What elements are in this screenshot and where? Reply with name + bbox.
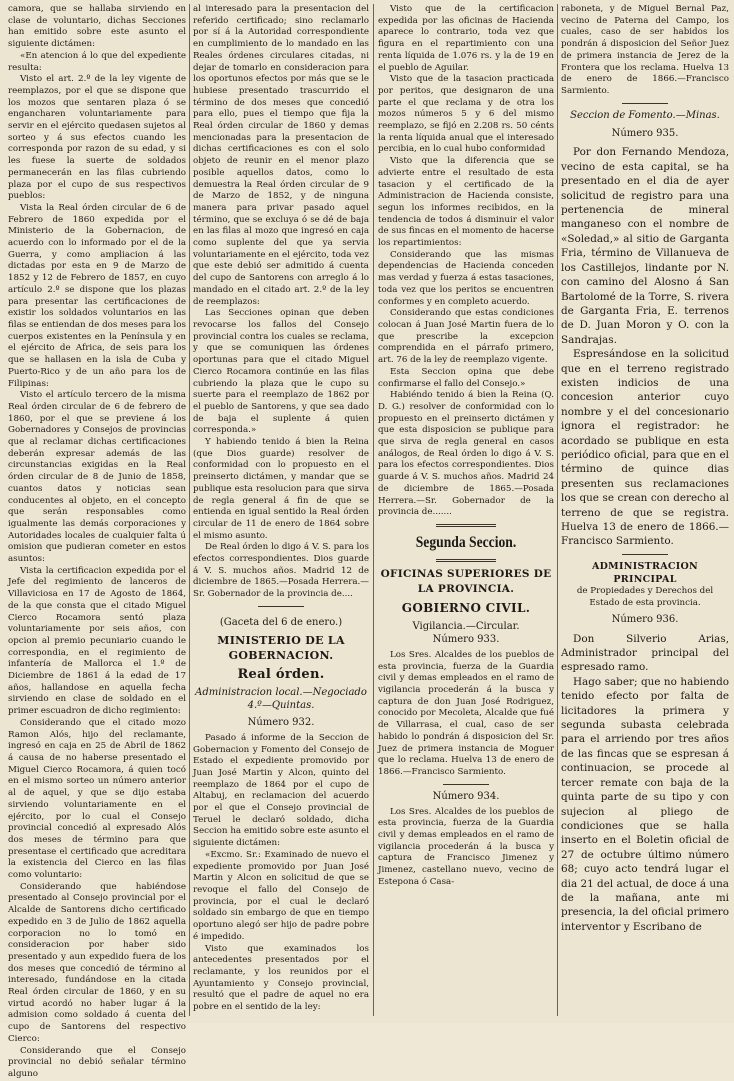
paragraph: Don Silverio Arias, Administrador principal del espresado ramo. xyxy=(561,632,729,674)
paragraph: Espresándose en la solicitud que en el terreno registrado existen indicios de una concesion anterior cuyo nombre y el del concesionario ignora el registrador: he acordado se publique en esta periódico oficial, para que en el término de quince dias presenten sus reclamaciones los que se crean con derecho al terreno de que se registra. Huelva 13 de enero de 1866.—Francisco Sarmiento. xyxy=(561,348,729,548)
paragraph: Vista la certificacion expedida por el Jefe del regimiento de lanceros de Villaviciosa en 17 de Agosto de 1864, de la que consta que el citado Miguel Cierco Rocamora sentó plaza voluntariamente por seis años, con opcion al premio pecuniario cuando le correspondia, en el regimiento de infantería de Mallorca el 1.º de Diciembre de 1861 á la edad de 17 años, hallandose en aquella fecha sirviendo en clase de soldado en el primer escuadron de dicho regimiento: xyxy=(8,565,186,717)
paragraph: Considerando que habiéndose presentado al Consejo provincial por el Alcalde de Santorens dicho certificado expedido en 3 de Julio de 1862 aquella corporacion no lo tomó en consideracion por haber sido presentado y aun expedido fuera de los dos meses que concedió de término al interesado, fundándose en la citada Real órden circular de 1860, y en su virtud acordó no haber lugar á la admision como soldado á cuenta del cupo de Santorens del respectivo Cierco: xyxy=(8,881,186,1044)
paragraph: Visto el artículo tercero de la misma Real órden circular de 6 de febrero de 1860, por el que se previene á los Gobernadores y Consejos de provincias que al reclamar dichas certificaciones deberán expresar además de las circunstancias exigidas en la Real órden circular de 8 de Junio de 1858, cuantos datos y noticias sean conducentes al objeto, en el concepto que serán responsables como igualmente las demás corporaciones y Autoridades locales de cualquier falta ú omision que pudieran cometer en estos asuntos: xyxy=(8,390,186,565)
paragraph: Considerando que el Consejo provincial no debió señalar término alguno xyxy=(8,1045,186,1079)
paragraph: Visto que la diferencia que se advierte entre el resultado de esta tasacion y el certificado de la Administracion de Hacienda consiste, segun los informes recibidos, en la tendencia de todos á disminuir el valor de sus fincas en el momento de hacerse los repartimientos: xyxy=(378,156,554,249)
separator xyxy=(258,606,304,607)
paragraph: Considerando que estas condiciones colocan á Juan José Martin fuera de lo que prescribe la excepcion comprendida en el párrafo primero, art. 76 de la ley de reemplazo vigente. xyxy=(378,308,554,366)
paragraph: Vista la Real órden circular de 6 de Febrero de 1860 expedida por el Ministerio de la Gobernacion, de acuerdo con lo informado por el de la Guerra, y como ampliacion á las dictadas por esta en 9 de Marzo de 1852 y 12 de Febrero de 1857, en cuyo artículo 2.º se dispone que los plazas para presentar las certificaciones de existir los soldados voluntarios en las filas se entiendan de dos meses para los cuerpos existentes en la Península y en el ejército de Africa, de seis para los que se hallasen en la isla de Cuba y Puerto-Rico y de un año para los de Filipinas: xyxy=(8,202,186,389)
paragraph: «En atencion á lo que del expediente resulta: xyxy=(8,50,186,73)
paragraph: «Excmo. Sr.: Examinado de nuevo el expediente promovido por Juan José Martin y Alcon en solicitud de que se revoque el fallo del Consejo de provincia, por el cual le declaró soldado sin embargo de que en tiempo oportuno alegó ser hijo de padre pobre é impedido. xyxy=(193,849,369,942)
subheading-fomento: Seccion de Fomento.—Minas. xyxy=(570,109,720,121)
paragraph: Habiéndo tenido á bien la Reina (Q. D. G.) resolver de conformidad con lo propuesto en el preinserto dictámen y que esta disposicion se publique para que sirva de regla general en casos análogos, de Real órden lo digo á V. S. para los efectos correspondientes. Dios guarde á V. S. muchos años. Madrid 24 de diciembre de 1865.—Posada Herrera.—Sr. Gobernador de la provincia de....... xyxy=(378,390,554,518)
paragraph: De Real órden lo digo á V. S. para los efectos correspondientes. Dios guarde á V. S. muchos años. Madrid 12 de diciembre de 1865.—Posada Herrera.—Sr. Gobernador de la provincia de.... xyxy=(193,542,369,600)
paragraph: Visto que de la tasacion practicada por peritos, que designaron de una parte el que reclama y de otra los mozos números 5 y 6 del mismo reemplazo, se fijó en 2.208 rs. 50 cénts la renta líquida anual que el interesado percibia, en lo cual hubo conformidad xyxy=(378,74,554,155)
column-rule xyxy=(557,4,558,1016)
gaceta-reference: (Gaceta del 6 de enero.) xyxy=(219,616,343,628)
separator xyxy=(622,103,668,104)
paragraph: Pasado á informe de la Seccion de Gobernacion y Fomento del Consejo de Estado el expediente promovido por Juan José Martin y Alcon, quinto del reemplazo de 1864 por el cupo de Altabuj, en reclamacion del acuerdo por el que el Consejo provincial de Teruel le declaró soldado, dicha Seccion ha emitido sobre este asunto el siguiente dictámen: xyxy=(193,732,369,849)
column-rule xyxy=(373,4,374,1016)
paragraph: al interesado para la presentacion del referido certificado; sino reclamarlo por sí á la Autoridad correspondiente en cumplimiento de lo mandado en las Reales órdenes circulares citadas, ni dejar de tomarlo en consideracion para los oportunos efectos por más que se le hubiese presentado trascurrido el término de dos meses que concedió para ello, pues el tiempo que fija la Real órden circular de 1860 y demas mencionadas para la presentacion de dichas certificaciones es con el solo objeto de reunir en el menor plazo posible aquellos datos, como lo demuestra la Real órden circular de 9 de Marzo de 1852, y de ninguna manera para privar pasado aquel término, que se excluya ó se dé de baja en las filas al mozo que ingresó en caja como suplente del que ya servia voluntariamente en el ejército, toda vez que este debió ser admitido á cuenta del cupo de Santorens con arreglo á lo mandado en el citado art. 2.º de la ley de reemplazos: xyxy=(193,4,369,307)
paragraph: Los Sres. Alcaldes de los pueblos de esta provincia, fuerza de la Guardia civil y demas empleados en el ramo de vigilancia procederán á la busca y captura de don Juan José Rodriguez, conocido por Mecoleta, Alcalde que fué de Villarrasa, el cual, caso de ser habido lo pondrán á disposicion del Sr. Juez de primera instancia de Moguer que lo reclama. Huelva 13 de enero de 1866.—Francisco Sarmiento. xyxy=(378,649,554,777)
number-label: Número 935. xyxy=(611,128,679,140)
paragraph: Por don Fernando Mendoza, vecino de esta capital, se ha presentado en el dia de ayer solicitud de registro para una pertenencia de mineral manganeso con el nombre de «Soledad,» al sitio de Garganta Fria, término de Villanueva de los Castillejos, lindante por N. con camino del Alosno á San Bartolomé de la Torre, S. rivera de Garganta Fria, E. terrenos de D. Juan Moron y O. con la Sandrajas. xyxy=(561,146,729,346)
paragraph: Y habiendo tenido á bien la Reina (que Dios guarde) resolver de conformidad con lo propuesto en el preinserto dictámen, y mandar que se publique esta resolucion para que sirva de regla general á fin de que se entienda en igual sentido la Real órden circular de 11 de enero de 1864 sobre el mismo asunto. xyxy=(193,437,369,541)
paragraph: Considerando que las mismas dependencias de Hacienda conceden mas verdad y fuerza á estas tasaciones, toda vez que los peritos se encuentren conformes y en completo acuerdo. xyxy=(378,249,554,307)
paragraph: Considerando que el citado mozo Ramon Alós, hijo del reclamante, ingresó en caja en 25 de Abril de 1862 á causa de no haberse presentado el Miguel Cierco Rocamora, á quien tocó en el mismo sorteo un número anterior al de aquel, y que se dijo estaba sirviendo voluntariamente en el ejército, por lo cual el Consejo provincial concedió al expresado Alós dos meses de término para que presentase el certificado que acreditara la existencia del Cierco en las filas como voluntario: xyxy=(8,717,186,881)
column-1 xyxy=(8,4,186,1079)
paragraph: Visto que examinados los antecedentes presentados por el reclamante, y los reunidos por el Ayuntamiento y Consejo provincial, resultó que el padre de aquel no era pobre en el sentido de la ley: xyxy=(193,943,369,1013)
paragraph: Los Sres. Alcaldes de los pueblos de esta provincia, fuerza de la Guardia civil y demas empleados en el ramo de vigilancia procederán á la busca y captura de Francisco Jimenez y Jimenez, castellano nuevo, vecino de Estepona ó Casa- xyxy=(378,806,554,887)
paragraph: Las Secciones opinan que deben revocarse los fallos del Consejo provincial contra los cuales se reclama, y que se comuniquen las órdenes oportunas para que el citado Miguel Cierco Rocamora continúe en las filas cubriendo la plaza que le cupo su suerte para el reemplazo de 1862 por el pueblo de Santorens, y que sea dado de baja el suplente á quien corresponda.» xyxy=(193,308,369,436)
separator xyxy=(443,784,489,785)
column-2 xyxy=(193,4,369,1016)
paragraph: camora, que se hallaba sirviendo en clase de voluntario, dichas Secciones han emitido sobre este asunto el siguiente dictámen: xyxy=(8,4,186,50)
separator xyxy=(436,559,496,562)
number-label: Número 933. xyxy=(432,633,500,645)
subheading-propiedades: de Propiedades y Derechos del Estado de esta provincia. xyxy=(576,585,714,608)
section-heading-segunda-seccion: Segunda Seccion. xyxy=(415,533,517,551)
paragraph: Visto el art. 2.º de la ley vigente de reemplazos, por el que se dispone que los mozos que sentaren plaza ó se engancharen voluntariamente para servir en el ejército quedasen sujetos al sorteo y á sus efectos cuando les corresponda por razon de su edad, y si les fuese la suerte de soldados permanecerán en las filas cubriendo plaza por el cupo de sus respectivos pueblos: xyxy=(8,74,186,202)
paragraph: raboneta, y de Miguel Bernal Paz, vecino de Paterna del Campo, los cuales, caso de ser habidos los pondrán á disposicion del Señor Juez de primera instancia de Jerez de la Frontera que los reclama. Huelva 13 de enero de 1866.—Francisco Sarmiento. xyxy=(561,4,729,96)
heading-gobierno-civil: GOBIERNO CIVIL. xyxy=(401,600,531,615)
heading-administracion-principal: ADMINISTRACION PRINCIPAL xyxy=(591,560,699,585)
paragraph: Hago saber; que no habiendo tenido efecto por falta de licitadores la primera y segunda subasta celebrada para el arriendo por tres años de las fincas que se espresan á continuacion, se procede al tercer remate con baja de la quinta parte de su tipo y con sujecion al pliego de condiciones que se halla inserto en el Boletin oficial de 27 de octubre último número 68; cuyo acto tendrá lugar el dia 21 del actual, de doce á una de la mañana, ante mi presencia, la del oficial primero interventor y Escribano de xyxy=(561,675,729,933)
section-heading-ministerio: MINISTERIO DE LA GOBERNACION. xyxy=(217,633,345,662)
subheading-administracion: Administracion local.—Negociado 4.º—Quintas. xyxy=(195,686,367,711)
subheading-vigilancia: Vigilancia.—Circular. xyxy=(412,620,520,632)
heading-real-orden: Real órden. xyxy=(237,666,325,682)
number-label: Número 936. xyxy=(611,614,679,626)
separator xyxy=(436,524,496,527)
column-4 xyxy=(561,4,729,1016)
column-rule xyxy=(189,4,190,1016)
paragraph: Visto que de la certificacion expedida por las oficinas de Hacienda aparece lo contrario, toda vez que figura en el repartimiento con una renta líquida de 1.076 rs. y la de 19 en el pueblo de Aguilar. xyxy=(378,4,554,73)
column-3 xyxy=(378,4,554,1016)
paragraph: Esta Seccion opina que debe confirmarse el fallo del Consejo.» xyxy=(378,366,554,389)
separator xyxy=(622,554,668,555)
number-label: Número 934. xyxy=(432,790,500,802)
heading-oficinas: OFICINAS SUPERIORES DE LA PROVINCIA. xyxy=(380,567,552,595)
number-label: Número 932. xyxy=(247,716,315,728)
